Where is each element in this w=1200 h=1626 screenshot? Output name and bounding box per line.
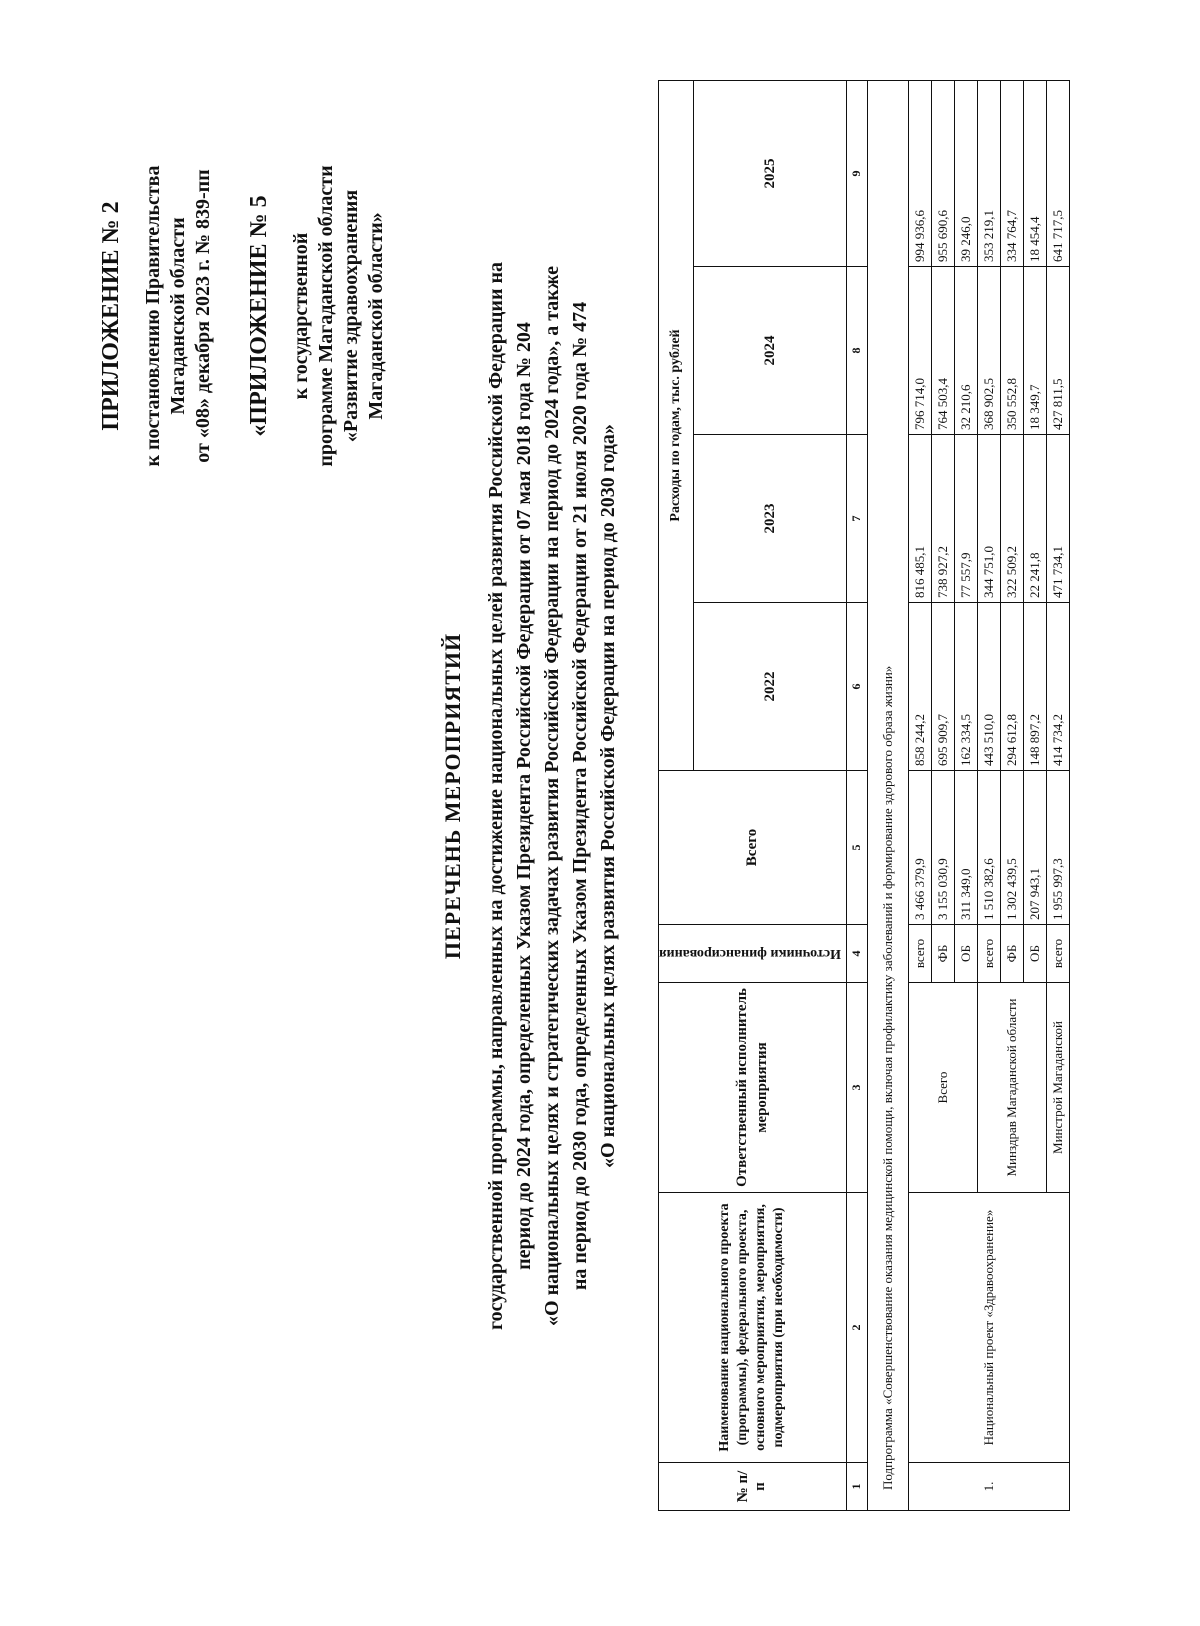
page-subtitle [482, 86, 622, 1506]
value-2022: 414 734,2 [1046, 603, 1069, 771]
value-2023: 77 557,9 [954, 435, 977, 603]
row-number: 1. [908, 1463, 1069, 1511]
total-cell: 1 302 439,5 [1000, 771, 1023, 925]
value-2022: 695 909,7 [931, 603, 954, 771]
resolution-date: от «08» декабря 2023 г. № 839-пп [192, 169, 214, 463]
row-project-name: Национальный проект «Здравоохранение» [908, 1193, 1069, 1463]
subtitle-line: на период до 2030 года, определенных Указом Президента Российской Федерации от 21 июля 2020 года № 474 [569, 301, 591, 1291]
total-cell: 1 510 382,6 [977, 771, 1000, 925]
total-cell: 207 943,1 [1023, 771, 1046, 925]
value-2024: 427 811,5 [1046, 267, 1069, 435]
activities-table [658, 80, 1070, 1511]
value-2024: 350 552,8 [1000, 267, 1023, 435]
source-cell: ОБ [954, 925, 977, 983]
value-2024: 368 902,5 [977, 267, 1000, 435]
col-number: 5 [846, 771, 867, 925]
header-total: Всего [659, 771, 847, 925]
value-2024: 764 503,4 [931, 267, 954, 435]
value-2023: 816 485,1 [908, 435, 931, 603]
header-source [659, 925, 847, 983]
value-2024: 18 349,7 [1023, 267, 1046, 435]
total-cell: 3 155 030,9 [931, 771, 954, 925]
responsible-minzdrav: Минздрав Магаданской области [977, 983, 1046, 1193]
col-number: 1 [846, 1463, 867, 1511]
subtitle-line: государственной программы, направленных на достижение национальных целей развития Российской Федерации на [485, 262, 507, 1331]
header-year-2025: 2025 [694, 80, 847, 266]
col-number: 2 [846, 1193, 867, 1463]
resolution-ref: к постановлению Правительства [142, 165, 164, 467]
appendix-header [98, 76, 389, 556]
value-2025: 955 690,6 [931, 80, 954, 266]
source-cell: ФБ [1000, 925, 1023, 983]
total-cell: 3 466 379,9 [908, 771, 931, 925]
header-year-2022: 2022 [694, 603, 847, 771]
header-year-2023: 2023 [694, 435, 847, 603]
value-2023: 344 751,0 [977, 435, 1000, 603]
source-cell: ОБ [1023, 925, 1046, 983]
page-title: ПЕРЕЧЕНЬ МЕРОПРИЯТИЙ [440, 632, 465, 960]
value-2024: 32 210,6 [954, 267, 977, 435]
subtitle-line: «О национальных целях развития Российской Федерации на период до 2030 года» [597, 424, 619, 1168]
value-2025: 39 246,0 [954, 80, 977, 266]
appendix-5-title: «ПРИЛОЖЕНИЕ № 5 [246, 195, 272, 437]
program-ref-2: программе Магаданской области [315, 165, 337, 467]
responsible-minstroy: Минстрой Магаданской [1046, 983, 1069, 1193]
col-number: 8 [846, 267, 867, 435]
col-number: 3 [846, 983, 867, 1193]
value-2025: 353 219,1 [977, 80, 1000, 266]
col-number: 7 [846, 435, 867, 603]
program-ref-1: к государственной [290, 232, 312, 400]
source-cell: всего [1046, 925, 1069, 983]
header-source-label: Источники финансирования [659, 946, 841, 961]
responsible-total: Всего [908, 983, 977, 1193]
value-2025: 334 764,7 [1000, 80, 1023, 266]
source-cell: всего [908, 925, 931, 983]
header-years-group: Расходы по годам, тыс. рублей [659, 80, 694, 770]
subtitle-line: период до 2024 года, определенных Указом Президента Российской Федерации от 07 мая 2018 года № 204 [513, 322, 535, 1270]
value-2022: 294 612,8 [1000, 603, 1023, 771]
header-responsible: Ответственный исполнитель мероприятия [659, 983, 847, 1193]
col-number: 4 [846, 925, 867, 983]
resolution-region: Магаданской области [167, 217, 189, 415]
value-2025: 18 454,4 [1023, 80, 1046, 266]
value-2023: 22 241,8 [1023, 435, 1046, 603]
value-2025: 994 936,6 [908, 80, 931, 266]
subprogram-row: Подпрограмма «Совершенствование оказания медицинской помощи, включая профилактику заболеваний и формирование здорового образа жизни» [867, 80, 908, 1510]
value-2022: 443 510,0 [977, 603, 1000, 771]
value-2022: 148 897,2 [1023, 603, 1046, 771]
value-2025: 641 717,5 [1046, 80, 1069, 266]
col-number: 6 [846, 603, 867, 771]
value-2023: 471 734,1 [1046, 435, 1069, 603]
program-ref-3: «Развитие здравоохранения [340, 189, 362, 443]
value-2024: 796 714,0 [908, 267, 931, 435]
value-2023: 322 509,2 [1000, 435, 1023, 603]
header-name: Наименование национального проекта (программы), федерального проекта, основного мероприятия, мероприятия, подмероприятия (при необходимости) [659, 1193, 847, 1463]
appendix-number: ПРИЛОЖЕНИЕ № 2 [98, 201, 124, 431]
source-cell: всего [977, 925, 1000, 983]
header-year-2024: 2024 [694, 267, 847, 435]
total-cell: 1 955 997,3 [1046, 771, 1069, 925]
value-2023: 738 927,2 [931, 435, 954, 603]
value-2022: 162 334,5 [954, 603, 977, 771]
total-cell: 311 349,0 [954, 771, 977, 925]
program-ref-4: Магаданской области» [365, 212, 387, 420]
header-no: № п/п [659, 1463, 847, 1511]
value-2022: 858 244,2 [908, 603, 931, 771]
subtitle-line: «О национальных целях и стратегических задачах развития Российской Федерации на период до 2024 года», а также [541, 266, 563, 1326]
source-cell: ФБ [931, 925, 954, 983]
col-number: 9 [846, 80, 867, 266]
